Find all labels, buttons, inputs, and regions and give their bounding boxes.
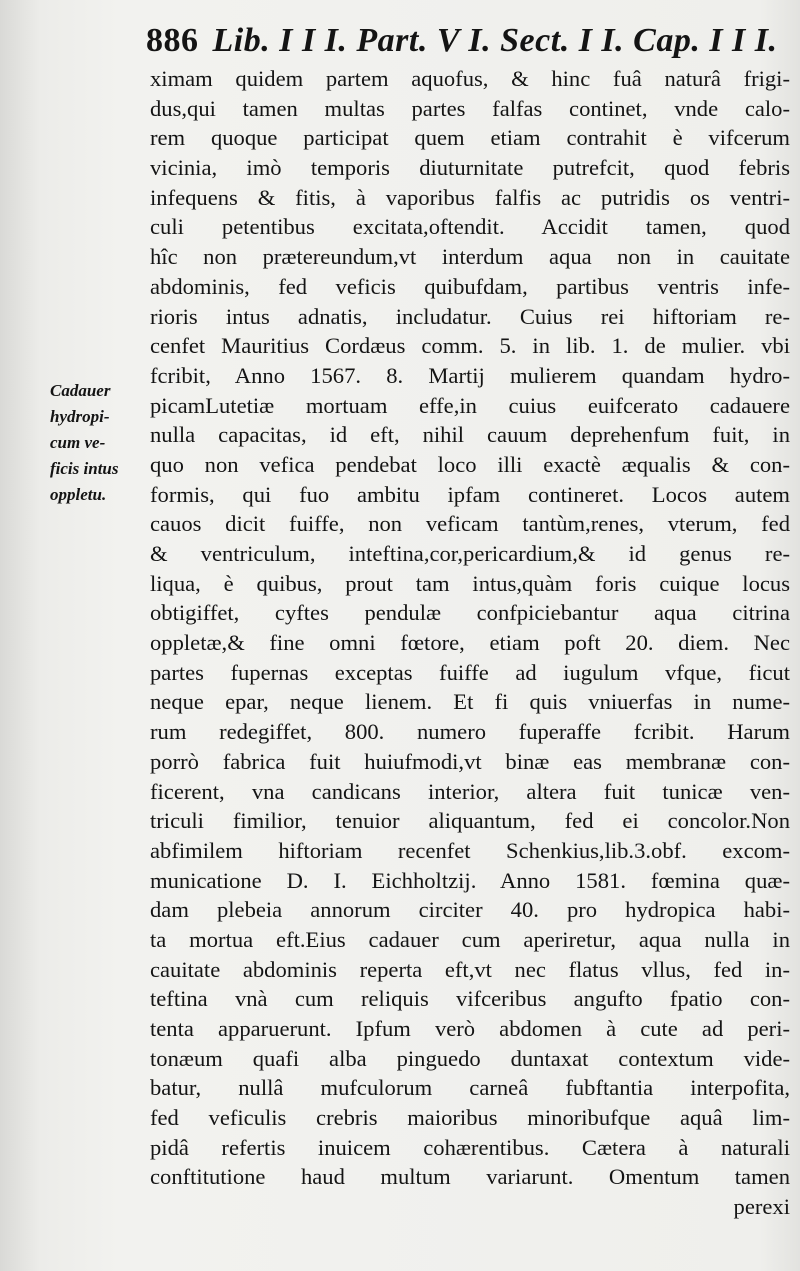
text-line: fed veficulis crebris maioribus minoribufque aquâ lim- <box>150 1105 790 1131</box>
text-line: tonæum quafi alba pinguedo duntaxat contextum vide- <box>150 1045 790 1071</box>
text-line: conftitutione haud multum variarunt. Omentum tamen <box>150 1164 790 1190</box>
marginal-note <box>50 378 150 508</box>
marginal-note-line: Cadauer <box>50 381 111 400</box>
text-line: porrò fabrica fuit huiufmodi,vt binæ eas membranæ con- <box>150 748 790 774</box>
marginal-note-line: cum ve- <box>50 433 106 452</box>
text-line: municatione D. I. Eichholtzij. Anno 1581. fœmina quæ- <box>150 867 790 893</box>
text-line: ta mortua eft.Eius cadauer cum aperiretur, aqua nulla in <box>150 926 790 952</box>
running-header <box>146 22 778 60</box>
text-line: obtigiffet, cyftes pendulæ confpiciebantur aqua citrina <box>150 600 790 626</box>
text-line: perexi <box>733 1194 790 1220</box>
text-line: teftina vnà cum reliquis vifceribus angufto fpatio con- <box>150 986 790 1012</box>
text-line: quo non vefica pendebat loco illi exactè æqualis & con- <box>150 451 790 477</box>
text-line: fcribit, Anno 1567. 8. Martij mulierem quandam hydro- <box>150 362 790 388</box>
text-line: batur, nullâ mufculorum carneâ fubftantia interpofita, <box>150 1075 790 1101</box>
text-line: pidâ refertis inuicem cohærentibus. Cætera à naturali <box>150 1134 790 1160</box>
text-line: oppletæ,& fine omni fœtore, etiam poft 20. diem. Nec <box>150 630 790 656</box>
text-line: & ventriculum, inteftina,cor,pericardium,& id genus re- <box>150 541 790 566</box>
text-line: tenta apparuerunt. Ipfum verò abdomen à cute ad peri- <box>150 1016 790 1041</box>
text-line: picamLutetiæ mortuam effe,in cuius euifcerato cadauere <box>150 392 790 418</box>
text-line: triculi fimilior, tenuior aliquantum, fed ei concolor.Non <box>150 808 790 834</box>
marginal-note-line: ficis intus <box>50 459 119 478</box>
marginal-note-line: hydropi- <box>50 407 110 426</box>
text-line: dam plebeia annorum circiter 40. pro hydropica habi- <box>150 897 790 923</box>
page-number: 886 <box>146 22 199 59</box>
text-line: vicinia, imò temporis diuturnitate putrefcit, quod febris <box>150 155 790 181</box>
text-line: infequens & fitis, à vaporibus falfis ac putridis os ventri- <box>150 184 790 210</box>
text-line: formis, qui fuo ambitu ipfam contineret. Locos autem <box>150 481 790 507</box>
text-line: nulla capacitas, id eft, nihil cauum deprehenfum fuit, in <box>150 422 790 448</box>
text-line: liqua, è quibus, prout tam intus,quàm foris cuique locus <box>150 570 790 596</box>
text-line: abfimilem hiftoriam recenfet Schenkius,lib.3.obf. excom- <box>150 837 790 863</box>
marginal-note-line: oppletu. <box>50 485 107 504</box>
text-line: cauitate abdominis reperta eft,vt nec flatus vllus, fed in- <box>150 956 790 982</box>
text-line: cenfet Mauritius Cordæus comm. 5. in lib. 1. de mulier. vbi <box>150 333 790 359</box>
text-line: neque epar, neque lienem. Et fi quis vniuerfas in nume- <box>150 689 790 715</box>
running-title: Lib. I I I. Part. V I. Sect. I I. Cap. I I I. <box>212 22 778 59</box>
text-line: dus,qui tamen multas partes falfas continet, vnde calo- <box>150 95 790 121</box>
text-line: cauos dicit fuiffe, non veficam tantùm,renes, vterum, fed <box>150 511 790 537</box>
text-line: partes fupernas exceptas fuiffe ad iugulum vfque, ficut <box>150 659 790 685</box>
text-line: rem quoque participat quem etiam contrahit è vifcerum <box>150 125 790 151</box>
text-line: ficerent, vna candicans interior, altera fuit tunicæ ven- <box>150 778 790 804</box>
body-text <box>150 64 790 1222</box>
text-line: ximam quidem partem aquofus, & hinc fuâ naturâ frigi- <box>150 66 790 91</box>
text-line: rum redegiffet, 800. numero fuperaffe fcribit. Harum <box>150 719 790 745</box>
text-line: culi petentibus excitata,oftendit. Accidit tamen, quod <box>150 214 790 240</box>
text-line: abdominis, fed veficis quibufdam, partibus ventris infe- <box>150 273 790 299</box>
text-line: rioris intus adnatis, includatur. Cuius rei hiftoriam re- <box>150 303 790 329</box>
text-line: hîc non prætereundum,vt interdum aqua non in cauitate <box>150 244 790 270</box>
